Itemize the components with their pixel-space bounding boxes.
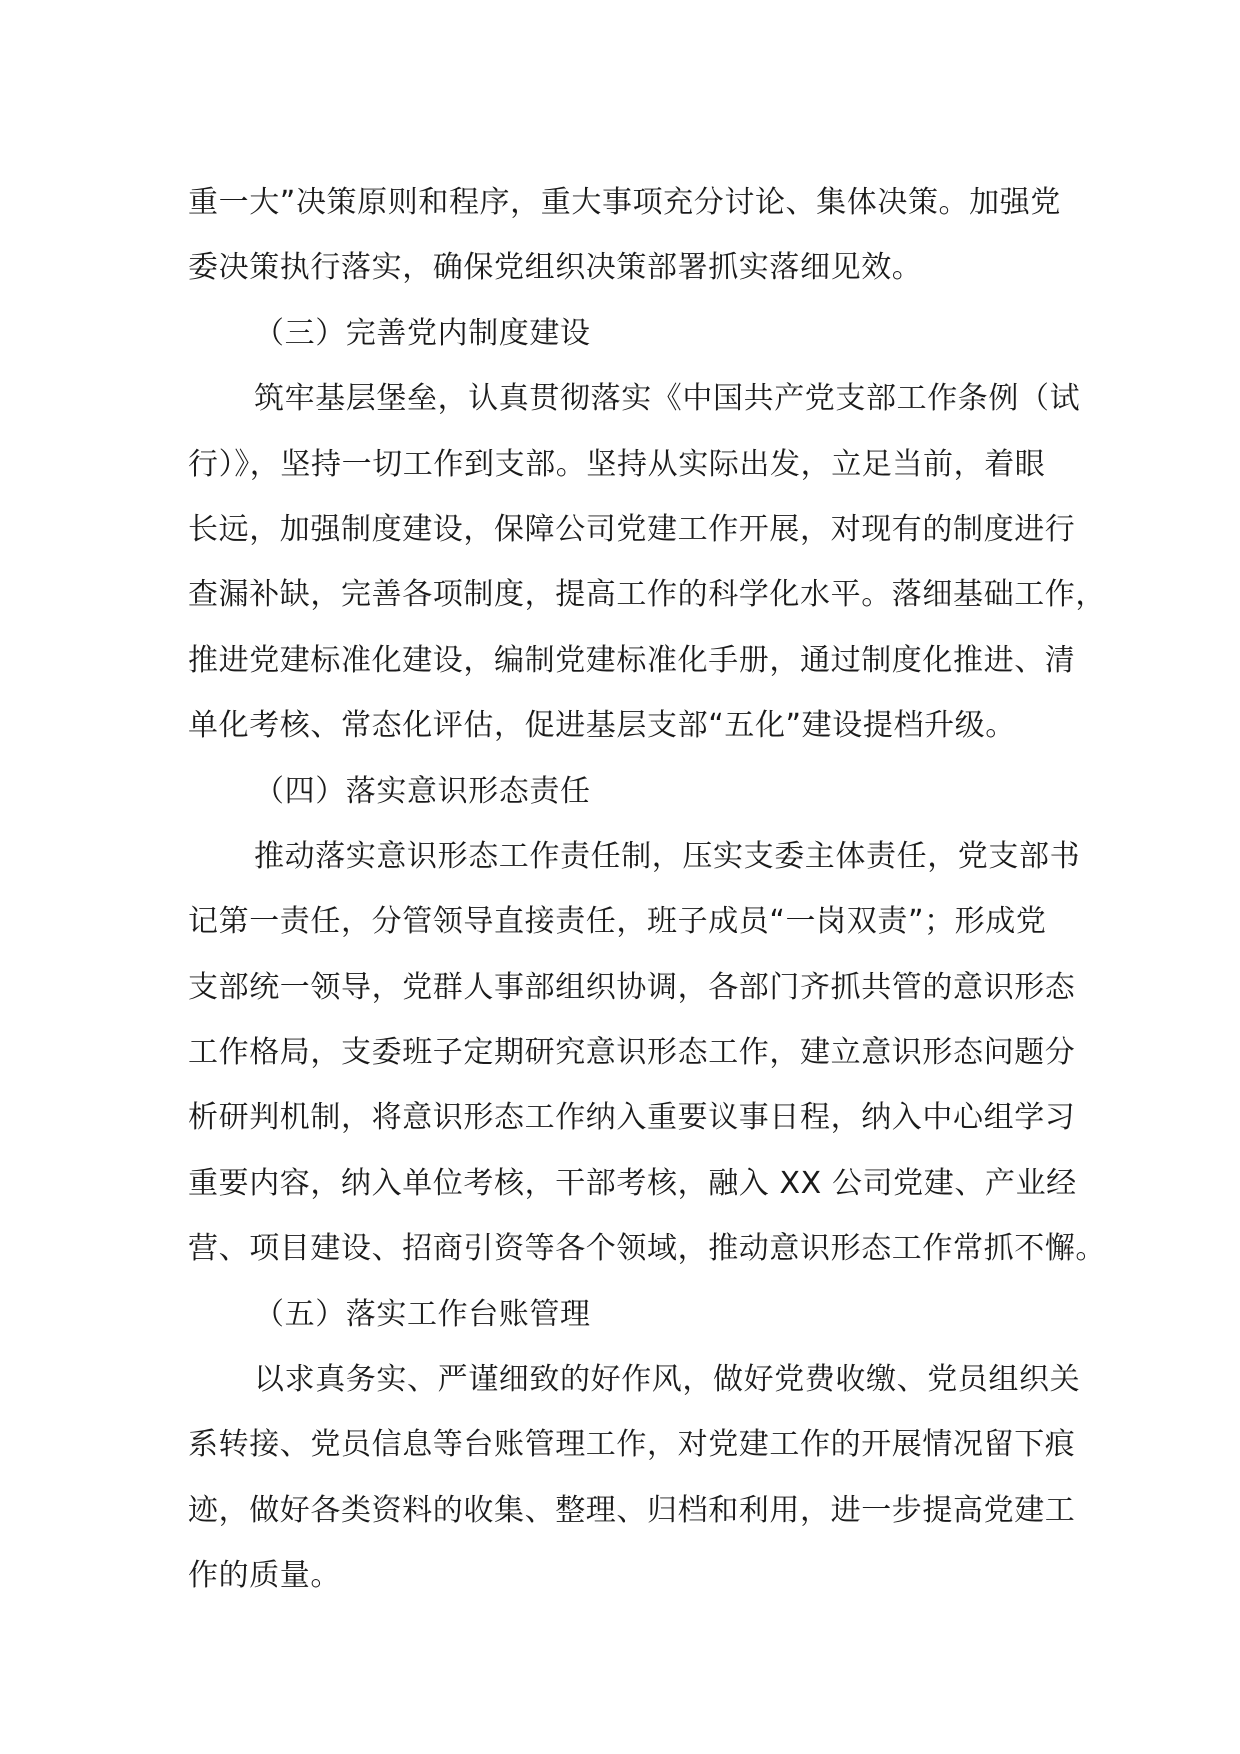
text-line: 以求真务实、严谨细致的好作风，做好党费收缴、党员组织关 <box>254 1362 1081 1398</box>
text-line: 作的质量。 <box>188 1558 341 1594</box>
text-line: 析研判机制，将意识形态工作纳入重要议事日程，纳入中心组学习 <box>188 1100 1076 1136</box>
text-line: 重一大”决策原则和程序，重大事项充分讨论、集体决策。加强党 <box>188 185 1061 220</box>
text-line: 迹，做好各类资料的收集、整理、归档和利用，进一步提高党建工 <box>188 1492 1076 1528</box>
text-line: 长远，加强制度建设，保障公司党建工作开展，对现有的制度进行 <box>188 511 1076 547</box>
text-line: 系转接、党员信息等台账管理工作，对党建工作的开展情况留下痕 <box>188 1427 1076 1463</box>
text-line: 记第一责任，分管领导直接责任，班子成员“一岗双责”；形成党 <box>188 904 1047 940</box>
text-line: 筑牢基层堡垒，认真贯彻落实《中国共产党支部工作条例（试 <box>254 381 1081 417</box>
section-heading-3: （三）完善党内制度建设 <box>254 315 591 351</box>
text-line: 推动落实意识形态工作责任制，压实支委主体责任，党支部书 <box>254 838 1081 874</box>
document-body <box>188 170 1106 1609</box>
text-line: 重要内容，纳入单位考核，干部考核，融入 XX 公司党建、产业经 <box>188 1165 1077 1201</box>
text-line: 行）》，坚持一切工作到支部。坚持从实际出发，立足当前，着眼 <box>188 446 1046 482</box>
text-line: 查漏补缺，完善各项制度，提高工作的科学化水平。落细基础工作， <box>188 577 1106 613</box>
section-heading-4: （四）落实意识形态责任 <box>254 773 591 809</box>
text-line: 工作格局，支委班子定期研究意识形态工作，建立意识形态问题分 <box>188 1035 1076 1071</box>
text-line: 推进党建标准化建设，编制党建标准化手册，通过制度化推进、清 <box>188 642 1076 678</box>
text-line: 委决策执行落实，确保党组织决策部署抓实落细见效。 <box>188 250 923 286</box>
text-line: 单化考核、常态化评估，促进基层支部“五化”建设提档升级。 <box>188 708 1016 744</box>
section-heading-5: （五）落实工作台账管理 <box>254 1296 591 1332</box>
text-line: 营、项目建设、招商引资等各个领域，推动意识形态工作常抓不懈。 <box>188 1231 1106 1267</box>
text-line: 支部统一领导，党群人事部组织协调，各部门齐抓共管的意识形态 <box>188 969 1076 1005</box>
